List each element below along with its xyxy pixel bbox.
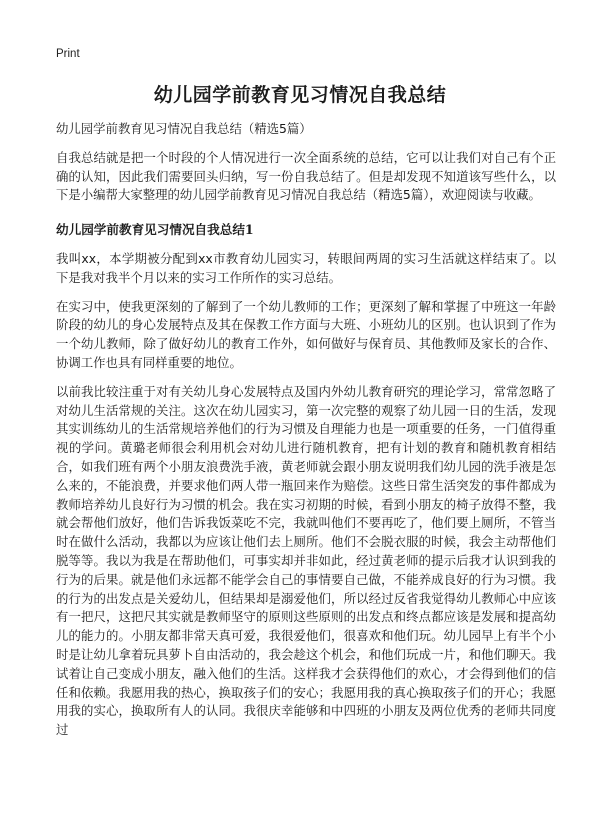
document-body (56, 120, 556, 750)
body-paragraph: 以前我比较注重于对有关幼儿身心发展特点及国内外幼儿教育研究的理论学习，常常忽略了对幼儿生活常规的关注。这次在幼儿园实习，第一次完整的观察了幼儿园一日的生活，发现其实训练幼儿的生活常规培养他们的行为习惯及自理能力也是一项重要的任务，一门值得重视的学问。黄璐老师很会利用机会对幼儿进行随机教育，把有计划的教育和随机教育相结合，如我们班有两个小朋友浪费洗手液，黄老师就会跟小朋友说明我们幼儿园的洗手液是怎么来的，不能浪费，并要求他们两人带一瓶回来作为赔偿。这些日常生活突发的事件都成为教师培养幼儿良好行为习惯的机会。我在实习初期的时候，看到小朋友的椅子放得不整，我就会帮他们放好，他们告诉我饭菜吃不完，我就叫他们不要再吃了，他们要上厕所，不管当时在做什么活动，我都以为应该让他们去上厕所。他们不会脱衣服的时候，我会主动帮他们脱等等。我以为我是在帮助他们，可事实却并非如此，经过黄老师的提示后我才认识到我的行为的后果。就是他们永远都不能学会自己的事情要自己做，不能养成良好的行为习惯。我的行为的出发点是关爱幼儿，但结果却是溺爱他们，所以经过反省我觉得幼儿教师心中应该有一把尺，这把尺其实就是教师坚守的原则这些原则的出发点和终点都应该是发展和提高幼儿的能力的。小朋友都非常天真可爱，我很爱他们，很喜欢和他们玩。幼儿园早上有半个小时是让幼儿拿着玩具萝卜自由活动的，我会趁这个机会，和他们玩成一片，和他们聊天。我试着让自己变成小朋友，融入他们的生活。这样我才会获得他们的欢心，才会得到他们的信任和依赖。我愿用我的热心，换取孩子们的安心；我愿用我的真心换取孩子们的开心；我愿用我的实心，换取所有人的认同。我很庆幸能够和中四班的小朋友及两位优秀的老师共同度过 (56, 383, 556, 738)
document-subtitle: 幼儿园学前教育见习情况自我总结（精选5篇） (56, 121, 312, 136)
body-paragraph: 我叫xx，本学期被分配到xx市教育幼儿园实习，转眼间两周的实习生活就这样结束了。以下是我对我半个月以来的实习工作所作的实习总结。 (56, 250, 556, 285)
page-title: 幼儿园学前教育见习情况自我总结 (153, 84, 447, 106)
section-heading: 幼儿园学前教育见习情况自我总结1 (56, 222, 254, 238)
print-link[interactable]: Print (56, 48, 80, 60)
intro-paragraph: 自我总结就是把一个时段的个人情况进行一次全面系统的总结，它可以让我们对自己有个正确的认知，因此我们需要回头归纳，写一份自我总结了。但是却发现不知道该写些什么，以下是小编帮大家整理的幼儿园学前教育见习情况自我总结（精选5篇），欢迎阅读与收藏。 (56, 149, 556, 203)
body-paragraph: 在实习中，使我更深刻的了解到了一个幼儿教师的工作；更深刻了解和掌握了中班这一年龄阶段的幼儿的身心发展特点及其在保教工作方面与大班、小班幼儿的区别。也认识到了作为一个幼儿教师，除了做好幼儿的教育工作外，如何做好与保育员、其他教师及家长的合作、协调工作也具有同样重要的地位。 (56, 298, 556, 370)
